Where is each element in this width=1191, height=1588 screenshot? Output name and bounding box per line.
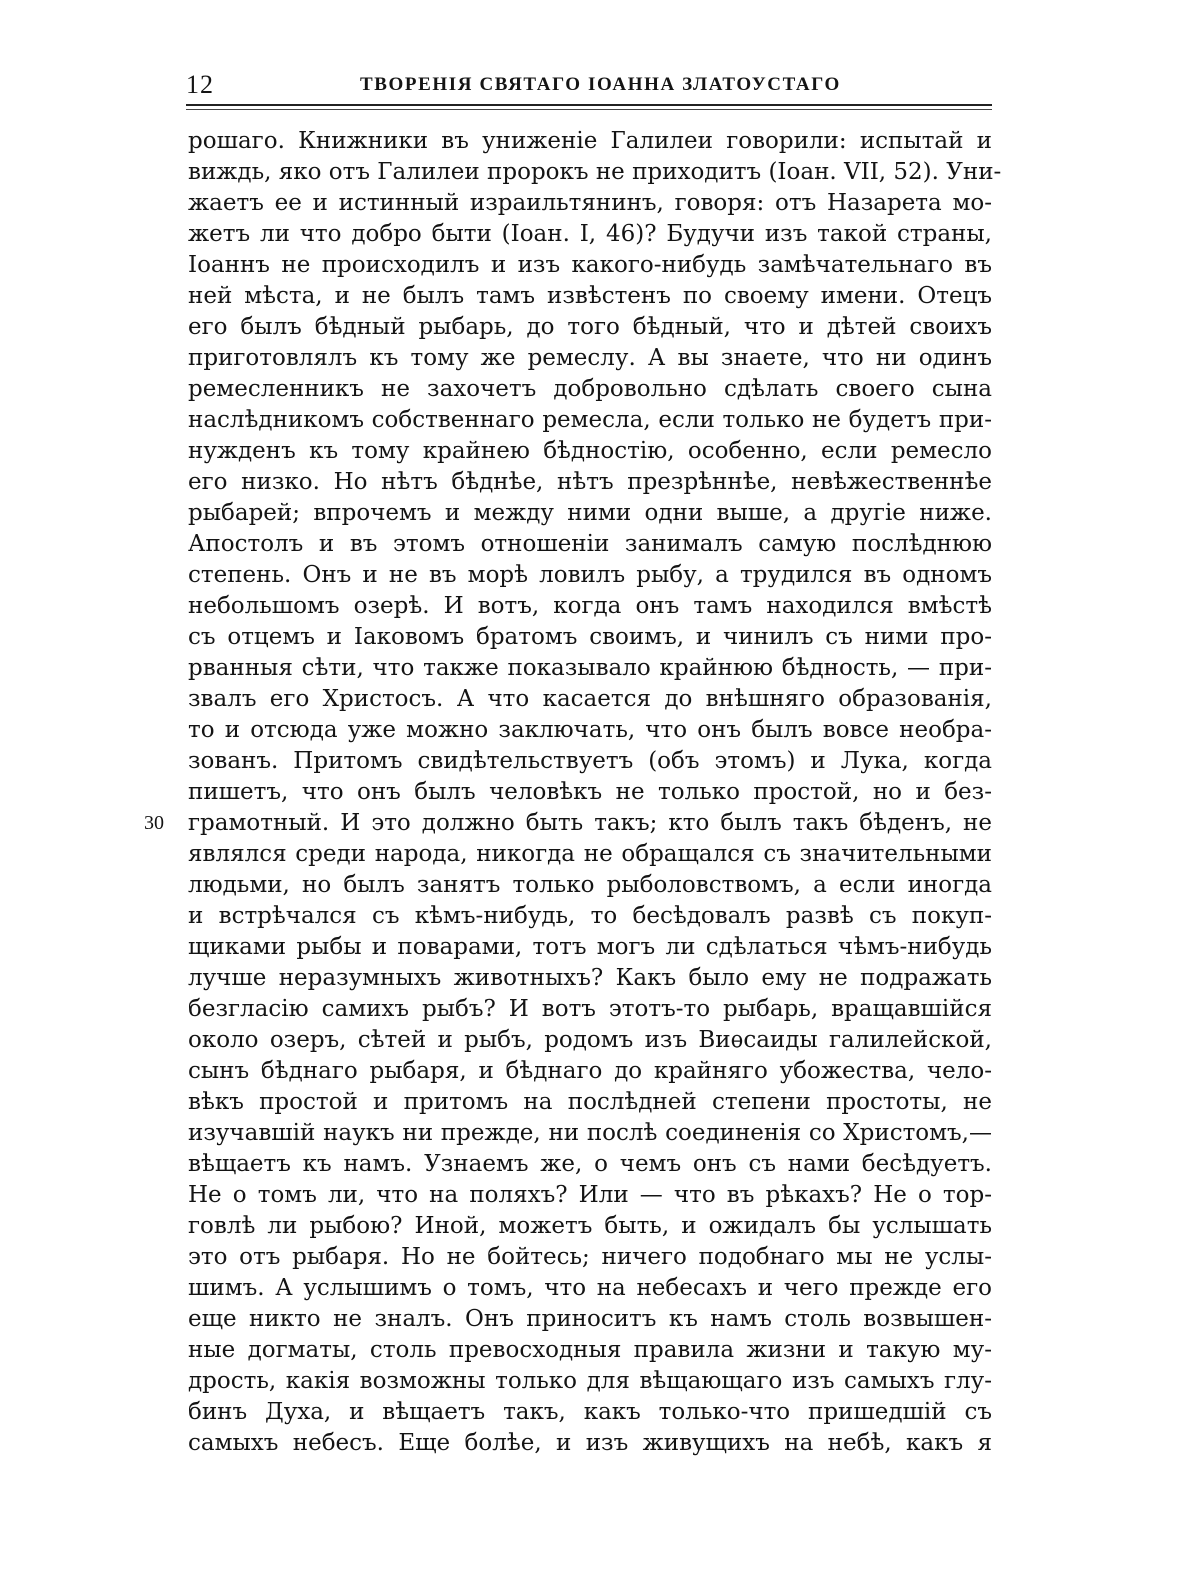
text-line-27: щиками рыбы и поварами, тотъ могъ ли сдѣлаться чѣмъ-нибудь (188, 934, 992, 960)
text-line-26: и встрѣчался съ кѣмъ-нибудь, то бесѣдовалъ развѣ съ покуп- (188, 903, 992, 929)
text-line-16: небольшомъ озерѣ. И вотъ, когда онъ тамъ находился вмѣстѣ (188, 593, 992, 619)
text-line-17: съ отцемъ и Іаковомъ братомъ своимъ, и чинилъ съ ними про- (188, 624, 992, 650)
text-line-36: говлѣ ли рыбою? Иной, можетъ быть, и ожидалъ бы услышать (188, 1213, 992, 1239)
text-line-41: дрость, какія возможны только для вѣщающаго изъ самыхъ глу- (188, 1368, 992, 1394)
text-line-38: шимъ. А услышимъ о томъ, что на небесахъ и чего прежде его (188, 1275, 992, 1301)
page-header (186, 68, 994, 104)
body-text (144, 126, 1002, 1459)
page-number: 12 (186, 70, 214, 99)
text-line-14: Апостолъ и въ этомъ отношеніи занималъ самую послѣднюю (188, 531, 992, 557)
text-line-20: то и отсюда уже можно заключать, что онъ былъ вовсе необра- (188, 717, 992, 743)
text-line-12: его низко. Но нѣтъ бѣднѣе, нѣтъ презрѣннѣе, невѣжественнѣе (188, 469, 992, 495)
text-line-9: ремесленникъ не захочетъ добровольно сдѣлать своего сына (188, 376, 992, 402)
text-line-24: являлся среди народа, никогда не обращался съ значительными (188, 841, 992, 867)
text-line-18: рванныя сѣти, что также показывало крайнюю бѣдность, — при- (188, 655, 992, 681)
text-line-6: ней мѣста, и не былъ тамъ извѣстенъ по своему имени. Отецъ (188, 283, 992, 309)
text-line-32: вѣкъ простой и притомъ на послѣдней степени простоты, не (188, 1089, 992, 1115)
header-rule-thin (186, 109, 992, 110)
margin-line-number: 30 (144, 812, 164, 834)
text-line-42: бинъ Духа, и вѣщаетъ такъ, какъ только-что пришедшій съ (188, 1399, 992, 1425)
text-line-39: еще никто не зналъ. Онъ приноситъ къ намъ столь возвышен- (188, 1306, 992, 1332)
text-line-3: жаетъ ее и истинный израильтянинъ, говоря: отъ Назарета мо- (188, 190, 992, 216)
text-line-4: жетъ ли что добро быти (Іоан. I, 46)? Будучи изъ такой страны, (188, 221, 992, 247)
text-line-28: лучше неразумныхъ животныхъ? Какъ было ему не подражать (188, 965, 992, 991)
text-line-2: виждь, яко отъ Галилеи пророкъ не приходитъ (Іоан. VII, 52). Уни- (188, 159, 1002, 185)
text-line-37: это отъ рыбаря. Но не бойтесь; ничего подобнаго мы не услы- (188, 1244, 992, 1270)
header-rule (186, 104, 992, 106)
text-line-34: вѣщаетъ къ намъ. Узнаемъ же, о чемъ онъ съ нами бесѣдуетъ. (188, 1151, 992, 1177)
text-line-1: рошаго. Книжники въ униженіе Галилеи говорили: испытай и (188, 128, 992, 154)
text-line-23 (144, 808, 992, 839)
text-line-19: звалъ его Христосъ. А что касается до внѣшняго образованія, (188, 686, 992, 712)
text-line-13: рыбарей; впрочемъ и между ними одни выше, а другіе ниже. (188, 500, 992, 526)
text-line-22: пишетъ, что онъ былъ человѣкъ не только простой, но и без- (188, 779, 992, 805)
text-line-8: приготовлялъ къ тому же ремеслу. А вы знаете, что ни одинъ (188, 345, 992, 371)
text-line-30: около озеръ, сѣтей и рыбъ, родомъ изъ Виѳсаиды галилейской, (188, 1027, 992, 1053)
text-line-29: безгласію самихъ рыбъ? И вотъ этотъ-то рыбарь, вращавшійся (188, 996, 992, 1022)
text-line-5: Іоаннъ не происходилъ и изъ какого-нибудь замѣчательнаго въ (188, 252, 992, 278)
text-line-33: изучавшій наукъ ни прежде, ни послѣ соединенія со Христомъ,— (188, 1120, 992, 1146)
text-line-40: ные догматы, столь превосходныя правила жизни и такую му- (188, 1337, 992, 1363)
text-line-10: наслѣдникомъ собственнаго ремесла, если только не будетъ при- (188, 407, 992, 433)
text-line-43: самыхъ небесъ. Еще болѣе, и изъ живущихъ на небѣ, какъ я (188, 1430, 992, 1456)
running-title: ТВОРЕНІЯ СВЯТАГО ІОАННА ЗЛАТОУСТАГО (360, 74, 841, 95)
text-line-7: его былъ бѣдный рыбарь, до того бѣдный, что и дѣтей своихъ (188, 314, 992, 340)
text-line-31: сынъ бѣднаго рыбаря, и бѣднаго до крайняго убожества, чело- (188, 1058, 992, 1084)
text-line-25: людьми, но былъ занятъ только рыболовствомъ, а если иногда (188, 872, 992, 898)
text-line-15: степень. Онъ и не въ морѣ ловилъ рыбу, а трудился въ одномъ (188, 562, 992, 588)
text-line-35: Не о томъ ли, что на поляхъ? Или — что въ рѣкахъ? Не о тор- (188, 1182, 992, 1208)
text-line-11: нужденъ къ тому крайнею бѣдностію, особенно, если ремесло (188, 438, 992, 464)
text-line-23-content: грамотный. И это должно быть такъ; кто былъ такъ бѣденъ, не (188, 810, 992, 836)
text-line-21: зованъ. Притомъ свидѣтельствуетъ (объ этомъ) и Лука, когда (188, 748, 992, 774)
